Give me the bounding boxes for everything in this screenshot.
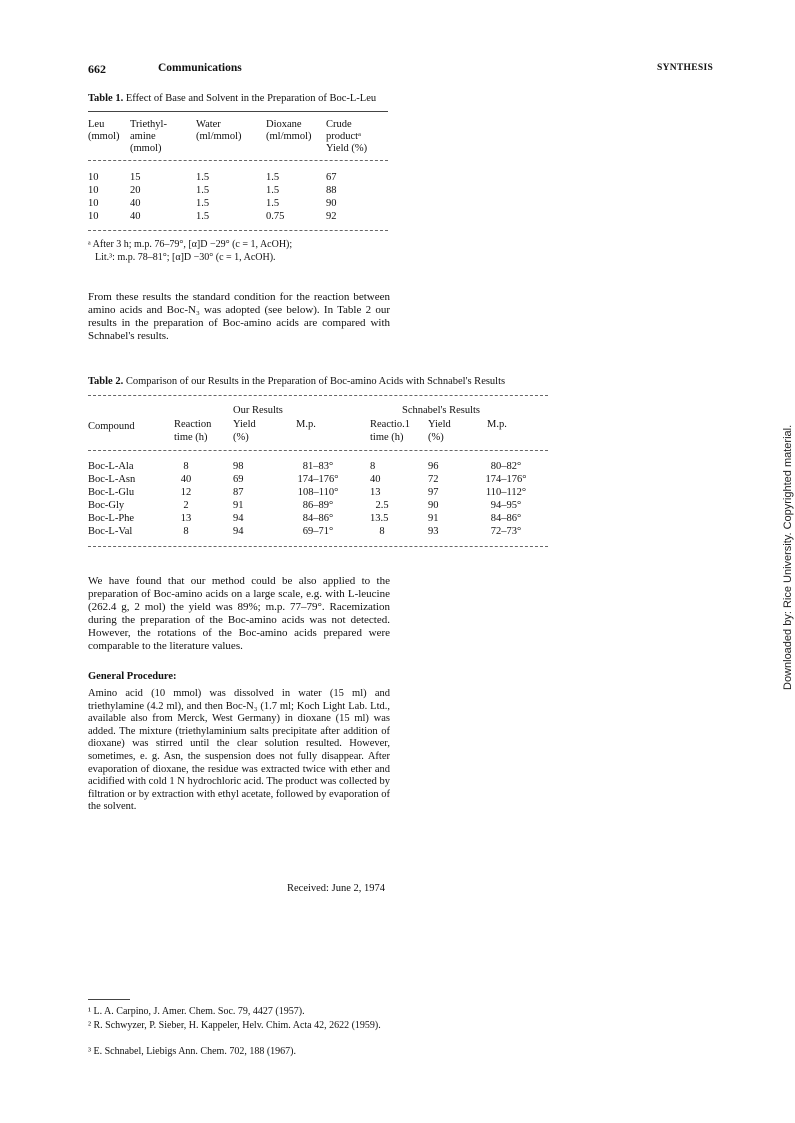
section-title: Communications [158, 62, 242, 74]
table-cell: 1.5 [196, 172, 210, 183]
table-cell: 0.75 [266, 211, 285, 222]
table1-header-crude-2: productᵃ [326, 131, 361, 142]
table2-caption [88, 376, 505, 387]
table-cell: 13 [370, 487, 381, 498]
table-cell: 174–176° [297, 474, 339, 485]
table1-header-water-2: (ml/mmol) [196, 131, 242, 142]
table2-title: Comparison of our Results in the Preparation of Boc-amino Acids with Schnabel's Results [125, 376, 506, 387]
table-cell: 86–89° [302, 500, 334, 511]
table2-top-rule [88, 395, 548, 396]
table-cell: 40 [130, 211, 141, 222]
table-cell: 10 [88, 185, 99, 196]
table-cell: 40 [370, 474, 381, 485]
table1-header-amine-3: (mmol) [130, 143, 162, 154]
table2-header-yield-s1: Yield [428, 419, 451, 430]
table1-caption [88, 93, 376, 104]
table-cell: 1.5 [196, 198, 210, 209]
table-cell: 2 [183, 500, 189, 511]
table1-header-leu-1: Leu [88, 119, 105, 130]
download-watermark: Downloaded by: Rice University. Copyrighted material. [782, 424, 794, 690]
table-cell: 8 [183, 526, 189, 537]
table2-header-mp: M.p. [296, 419, 316, 430]
table2-header-time-1: Reaction [174, 419, 212, 430]
table1-bottom-rule [88, 230, 388, 231]
references-rule [88, 999, 130, 1000]
table1-header-water-1: Water [196, 119, 221, 130]
table-cell: 81–83° [302, 461, 334, 472]
table1-header-rule [88, 160, 388, 161]
table1-header-crude-1: Crude [326, 119, 352, 130]
table-cell: 12 [180, 487, 192, 498]
table1-footnote-line2: Lit.³: m.p. 78–81°; [α]D −30° (c = 1, AcOH). [95, 252, 276, 263]
table-cell: 90 [326, 198, 337, 209]
table1-label: Table 1. [88, 93, 124, 104]
table-cell: 10 [88, 172, 99, 183]
table-cell: 1.5 [266, 185, 280, 196]
table-cell: 91 [428, 513, 439, 524]
table2-header-yield-2: (%) [233, 432, 249, 443]
table-cell: 10 [88, 211, 99, 222]
table-cell: 84–86° [302, 513, 334, 524]
page-number: 662 [88, 62, 106, 76]
table-cell: Boc-L-Ala [88, 461, 134, 472]
general-procedure-heading: General Procedure: [88, 671, 177, 682]
table-cell: 80–82° [490, 461, 522, 472]
table-cell: 84–86° [490, 513, 522, 524]
table-cell: 10 [88, 198, 99, 209]
table-cell: 15 [130, 172, 141, 183]
table2-group-ours: Our Results [233, 405, 283, 416]
table1-header-amine-2: amine [130, 131, 156, 142]
table-cell: Boc-Gly [88, 500, 125, 511]
table-cell: Boc-L-Asn [88, 474, 136, 485]
table-cell: Boc-L-Val [88, 526, 133, 537]
table-cell: 13 [180, 513, 192, 524]
table2-group-schnabel: Schnabel's Results [402, 405, 481, 416]
table2-label: Table 2. [88, 376, 124, 387]
table-cell: 8 [370, 461, 376, 472]
table2-header-time-s2: time (h) [370, 432, 404, 443]
table-cell: 87 [233, 487, 244, 498]
table-cell: 96 [428, 461, 439, 472]
table1-title: Effect of Base and Solvent in the Preparation of Boc-L-Leu [125, 93, 377, 104]
table-cell: 40 [130, 198, 141, 209]
table1-footnote-line1: ᵃ After 3 h; m.p. 76–79°, [α]D −29° (c = 1, AcOH); [88, 239, 293, 250]
table-cell: 92 [326, 211, 337, 222]
table-cell: 93 [428, 526, 439, 537]
table1-header-dioxane-1: Dioxane [266, 119, 302, 130]
table-cell: 8 [183, 461, 189, 472]
table2-header-rule [88, 450, 548, 451]
table-cell: 2.5 [375, 500, 389, 511]
table-cell: 1.5 [266, 172, 280, 183]
table-cell: 67 [326, 172, 337, 183]
table1-header-leu-2: (mmol) [88, 131, 120, 142]
table2-header-time-s1: Reactio.1 [370, 419, 410, 430]
table2-header-mp-s: M.p. [487, 419, 507, 430]
reference-3: ³ E. Schnabel, Liebigs Ann. Chem. 702, 188 (1967). [88, 1046, 296, 1057]
table-cell: 72–73° [490, 526, 522, 537]
table1-header-amine-1: Triethyl- [130, 119, 167, 130]
reference-1: ¹ L. A. Carpino, J. Amer. Chem. Soc. 79, 4427 (1957). [88, 1006, 305, 1017]
table1-top-rule [88, 111, 388, 112]
table1-header-crude-3: Yield (%) [326, 143, 368, 154]
table-cell: 108–110° [297, 487, 339, 498]
table2-header-time-2: time (h) [174, 432, 208, 443]
received-date: Received: June 2, 1974 [287, 883, 385, 894]
table-cell: 20 [130, 185, 141, 196]
table-cell: 90 [428, 500, 439, 511]
table-cell: Boc-L-Phe [88, 513, 135, 524]
table2-header-yield-1: Yield [233, 419, 256, 430]
table-cell: 88 [326, 185, 337, 196]
table-cell: 40 [180, 474, 192, 485]
table-cell: 174–176° [485, 474, 527, 485]
table2-header-compound: Compound [88, 421, 135, 432]
journal-name: SYNTHESIS [657, 63, 714, 73]
table-cell: 94–95° [490, 500, 522, 511]
table-cell: 1.5 [266, 198, 280, 209]
table-cell: 91 [233, 500, 244, 511]
reference-2: ² R. Schwyzer, P. Sieber, H. Kappeler, Helv. Chim. Acta 42, 2622 (1959). [88, 1020, 381, 1031]
table-cell: 110–112° [485, 487, 527, 498]
table-cell: 94 [233, 526, 244, 537]
table-cell: 69–71° [302, 526, 334, 537]
table-cell: Boc-L-Glu [88, 487, 135, 498]
table-cell: 1.5 [196, 185, 210, 196]
table-cell: 8 [379, 526, 385, 537]
table-cell: 72 [428, 474, 439, 485]
general-procedure-text: Amino acid (10 mmol) was dissolved in water (15 ml) and triethylamine (4.2 ml), and then Boc-N₃ (1.7 ml; Koch Light Lab. Ltd., available also from Merck, West Germany) in dioxane (15 ml) was added. The mixture (triethylaminium salts precipitate after addition of dioxane) was stirred until the clear solution resulted. However, sometimes, e. g. Asn, the suspension does not fully disappear. After evaporation of dioxane, the residue was extracted twice with ether and acidified with cold 1 N hydrochloric acid. The product was collected by filtration or by extraction with ethyl acetate, followed by evaporation of the solvent. [88, 688, 390, 813]
table-cell: 97 [428, 487, 439, 498]
table-cell: 98 [233, 461, 244, 472]
table1-header-dioxane-2: (ml/mmol) [266, 131, 312, 142]
table-cell: 69 [233, 474, 244, 485]
table-cell: 13.5 [370, 513, 389, 524]
paragraph-large-scale: We have found that our method could be also applied to the preparation of Boc-amino acids on a large scale, e.g. with L-leucine (262.4 g, 2 mol) the yield was 89%; m.p. 77–79°. Racemization during the preparation of the Boc-amino acids was not detected. However, the rotations of the Boc-amino acids prepared were comparable to the literature values. [88, 575, 390, 652]
table-cell: 94 [233, 513, 244, 524]
table2-bottom-rule [88, 546, 548, 547]
paragraph-results: From these results the standard condition for the reaction between amino acids and Boc-N₃ was adopted (see below). In Table 2 our results in the preparation of Boc-amino acids are compared with Schnabel's results. [88, 291, 390, 342]
table2-header-yield-s2: (%) [428, 432, 444, 443]
table-cell: 1.5 [196, 211, 210, 222]
